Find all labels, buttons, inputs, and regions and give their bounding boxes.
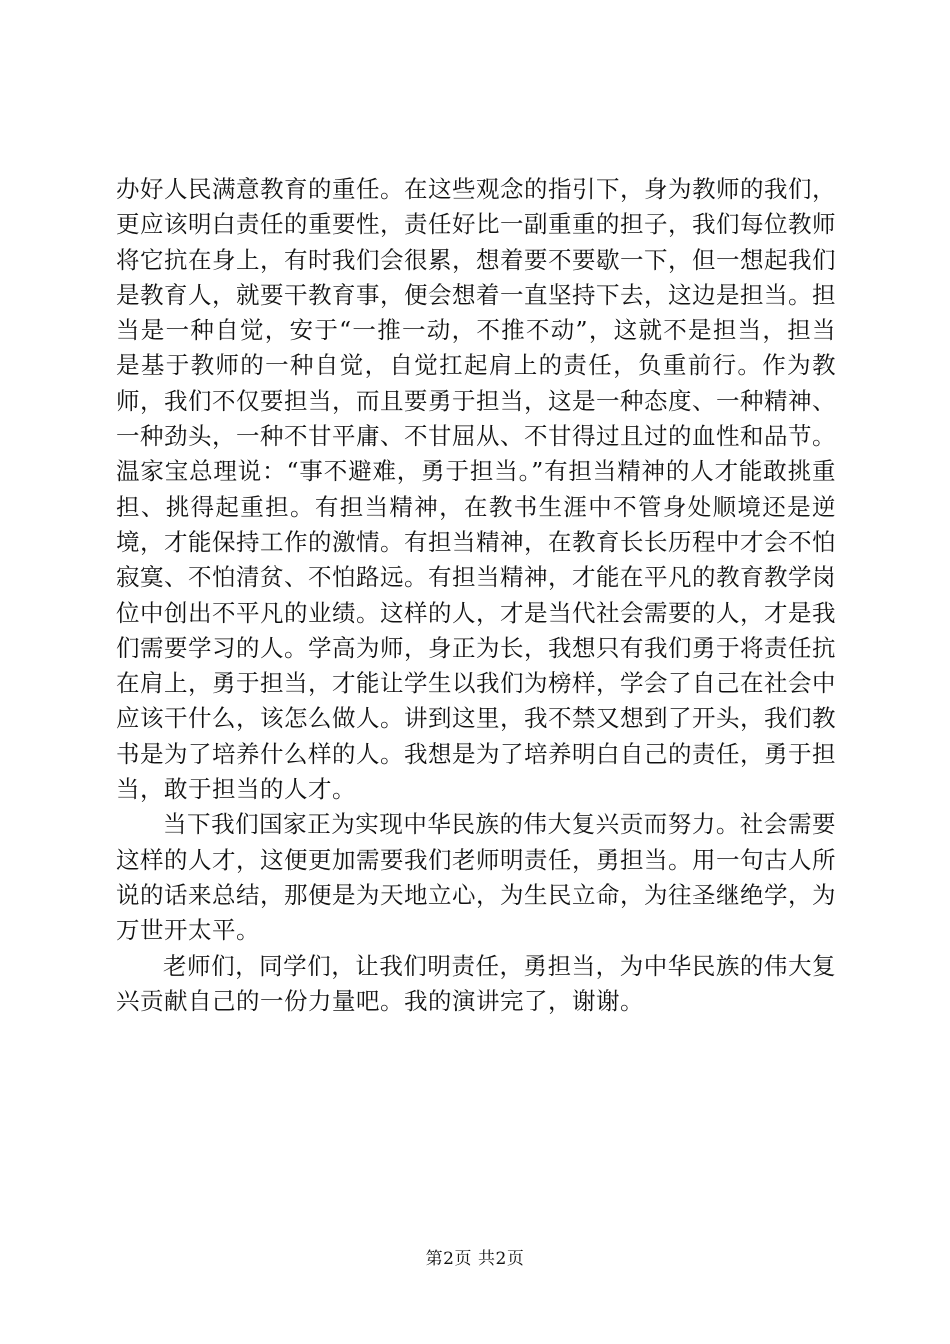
paragraph-3: 老师们，同学们，让我们明责任，勇担当，为中华民族的伟大复兴贡献自己的一份力量吧。我的演讲完了，谢谢。 — [116, 951, 836, 1015]
page-footer — [0, 1244, 950, 1269]
paragraph-2: 当下我们国家正为实现中华民族的伟大复兴贡而努力。社会需要这样的人才，这便更加需要我们老师明责任，勇担当。用一句古人所说的话来总结，那便是为天地立心，为生民立命，为往圣继绝学，为万世开太平。 — [116, 810, 836, 945]
paragraph-1: 办好人民满意教育的重任。在这些观念的指引下，身为教师的我们，更应该明白责任的重要性，责任好比一副重重的担子，我们每位教师将它抗在身上，有时我们会很累，想着要不要歇一下，但一想起我们是教育人，就要干教育事，便会想着一直坚持下去，这边是担当。担当是一种自觉，安于“一推一动，不推不动”，这就不是担当，担当是基于教师的一种自觉，自觉扛起肩上的责任，负重前行。作为教师，我们不仅要担当，而且要勇于担当，这是一种态度、一种精神、一种劲头，一种不甘平庸、不甘屈从、不甘得过且过的血性和品节。温家宝总理说：“事不避难，勇于担当。”有担当精神的人才能敢挑重担、挑得起重担。有担当精神，在教书生涯中不管身处顺境还是逆境，才能保持工作的激情。有担当精神，在教育长长历程中才会不怕寂寞、不怕清贫、不怕路远。有担当精神，才能在平凡的教育教学岗位中创出不平凡的业绩。这样的人，才是当代社会需要的人，才是我们需要学习的人。学高为师，身正为长，我想只有我们勇于将责任抗在肩上，勇于担当，才能让学生以我们为榜样，学会了自己在社会中应该干什么，该怎么做人。讲到这里，我不禁又想到了开头，我们教书是为了培养什么样的人。我想是为了培养明白自己的责任，勇于担当，敢于担当的人才。 — [116, 175, 836, 804]
page-total: 共2页 — [478, 1249, 525, 1269]
document-body — [116, 172, 836, 1019]
page-number: 第2页 — [425, 1249, 472, 1269]
